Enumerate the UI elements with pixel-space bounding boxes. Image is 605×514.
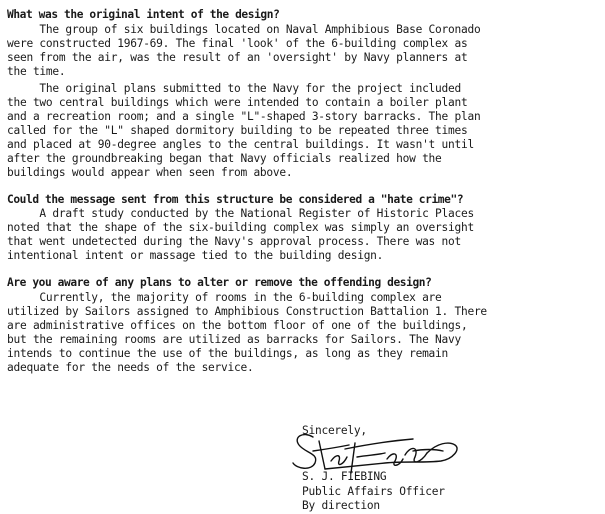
section-heading-intent: What was the original intent of the design? bbox=[7, 8, 280, 21]
body-line: the two central buildings which were intended to contain a boiler plant bbox=[7, 96, 468, 109]
body-line: that went undetected during the Navy's approval process. There was not bbox=[7, 235, 461, 248]
body-line: noted that the shape of the six-building complex was simply an oversight bbox=[7, 221, 474, 234]
body-line: and a recreation room; and a single "L"-shaped 3-story barracks. The plan bbox=[7, 110, 481, 123]
body-line: but the remaining rooms are utilized as barracks for Sailors. The Navy bbox=[7, 333, 461, 346]
body-line: called for the "L" shaped dormitory building to be repeated three times bbox=[7, 124, 468, 137]
signer-name: S. J. FIEBING bbox=[302, 470, 387, 483]
body-line: utilized by Sailors assigned to Amphibious Construction Battalion 1. There bbox=[7, 305, 487, 318]
body-line: The original plans submitted to the Navy for the project included bbox=[7, 82, 461, 95]
body-line: were constructed 1967-69. The final 'look' of the 6-building complex as bbox=[7, 37, 468, 50]
body-line: the time. bbox=[7, 65, 66, 78]
body-line: intends to continue the use of the buildings, as long as they remain bbox=[7, 347, 449, 360]
signer-authority: By direction bbox=[302, 499, 380, 512]
section-heading-plans: Are you aware of any plans to alter or remove the offending design? bbox=[7, 276, 432, 289]
body-line: The group of six buildings located on Naval Amphibious Base Coronado bbox=[7, 23, 481, 36]
body-line: Currently, the majority of rooms in the 6-building complex are bbox=[7, 291, 442, 304]
body-line: intentional intent or massage tied to the building design. bbox=[7, 249, 384, 262]
body-line: are administrative offices on the bottom floor of one of the buildings, bbox=[7, 319, 468, 332]
body-line: A draft study conducted by the National Register of Historic Places bbox=[7, 207, 474, 220]
body-line: buildings would appear when seen from above. bbox=[7, 166, 293, 179]
section-heading-hate-crime: Could the message sent from this structure be considered a "hate crime"? bbox=[7, 193, 464, 206]
body-line: seen from the air, was the result of an 'oversight' by Navy planners at bbox=[7, 51, 468, 64]
closing-salutation: Sincerely, bbox=[302, 424, 367, 437]
handwritten-signature bbox=[285, 415, 465, 477]
body-line: and placed at 90-degree angles to the central buildings. It wasn't until bbox=[7, 138, 474, 151]
body-line: adequate for the needs of the service. bbox=[7, 361, 254, 374]
signer-title: Public Affairs Officer bbox=[302, 485, 445, 498]
body-line: after the groundbreaking began that Navy officials realized how the bbox=[7, 152, 442, 165]
